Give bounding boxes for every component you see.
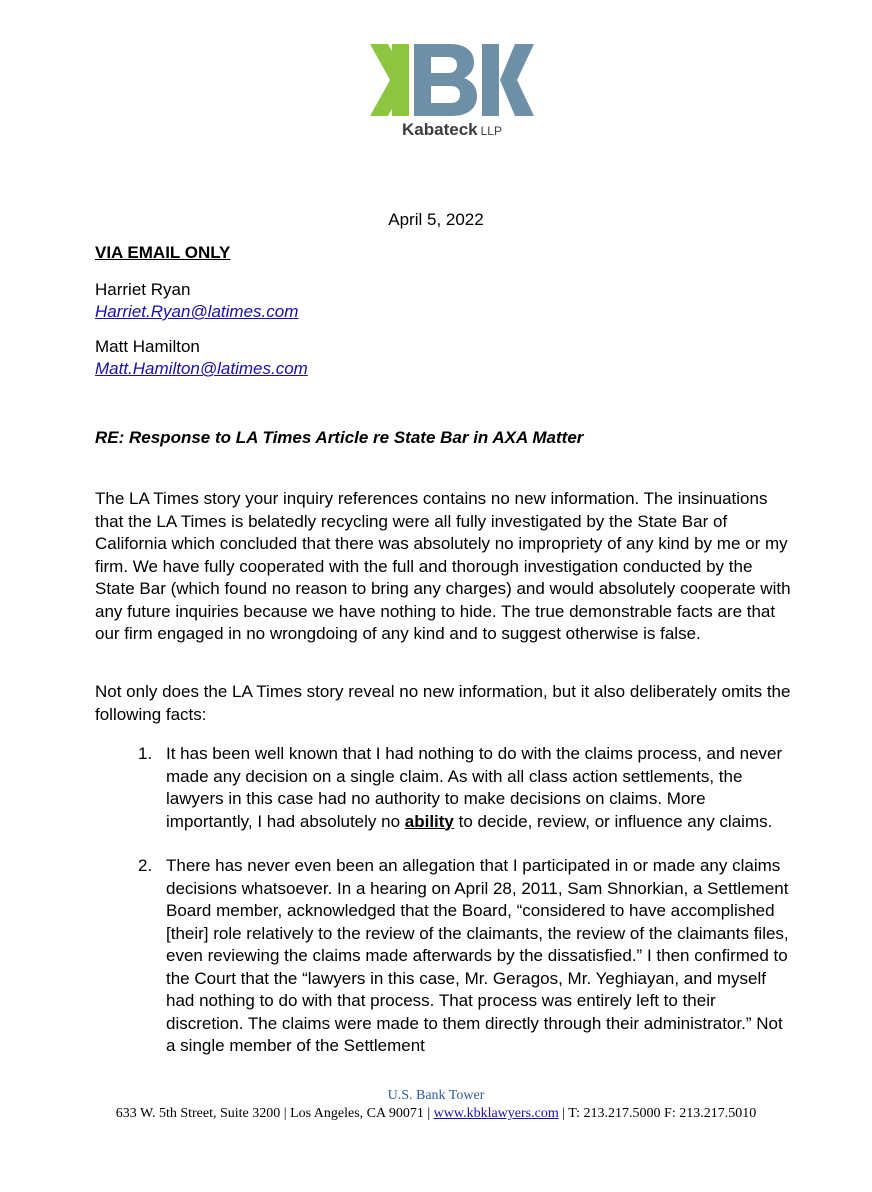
recipient-email-line: [95, 302, 298, 322]
list-item: [95, 855, 795, 1058]
logo-blue-k-arms: [500, 44, 534, 116]
body-paragraph: Not only does the LA Times story reveal no new information, but it also deliberately omits the following facts:: [95, 682, 791, 724]
logo-blue-b: [414, 44, 477, 116]
footer-contact: [0, 1105, 872, 1123]
logo-green-bar: [392, 44, 409, 116]
list-text-before: It has been well known that I had nothing to do with the claims process, and never made any decision on a single claim. As with all class action settlements, the lawyers in this case had no authority to make decisions on claims. More importantly, I had absolutely no: [166, 744, 783, 831]
logo-firm-label: [370, 120, 534, 140]
subject-line: RE: Response to LA Times Article re State Bar in AXA Matter: [95, 428, 584, 447]
recipient-name: Harriet Ryan: [95, 280, 191, 299]
recipient-email-link[interactable]: Harriet.Ryan@latimes.com: [95, 302, 299, 321]
recipient-email-link[interactable]: Matt.Hamilton@latimes.com: [95, 359, 308, 378]
recipient-email-line: [95, 359, 308, 379]
body-paragraph: The LA Times story your inquiry references contains no new information. The insinuations that the LA Times is belatedly recycling were all fully investigated by the State Bar of California which concluded that there was absolutely no impropriety of any kind by me or my firm. We have fully cooperated with the full and thorough investigation conducted by the State Bar (which found no reason to bring any charges) and would absolutely cooperate with any future inquiries because we have nothing to hide. The true demonstrable facts are that our firm engaged in no wrongdoing of any kind and to suggest otherwise is false.: [95, 489, 791, 643]
firm-name: Kabateck: [402, 120, 478, 139]
list-number: 1.: [138, 744, 153, 763]
list-item-text: There has never even been an allegation that I participated in or made any claims decisions whatsoever. In a hearing on April 28, 2011, Sam Shnorkian, a Settlement Board member, acknowledged that the Board, “considered to have accomplished [their] role relatively to the review of the claimants, the review of the claimants files, even reviewing the claims made afterwards by the dissatisfied.” I then confirmed to the Court that the “lawyers in this case, Mr. Geragos, Mr. Yeghiayan, and myself had nothing to do with that process. That process was entirely left to their discretion. The claims were made to them directly through their administrator.” Not a single member of the Settlement: [166, 856, 789, 1055]
kbk-logo-mark: [370, 44, 534, 116]
logo-blue-k-bar: [482, 44, 499, 116]
footer-phones: | T: 213.217.5000 F: 213.217.5010: [558, 1106, 757, 1121]
delivery-method: VIA EMAIL ONLY: [95, 243, 231, 262]
list-item: [95, 743, 795, 833]
facts-list: [95, 743, 795, 1080]
kbk-logo: [370, 44, 534, 148]
firm-suffix: LLP: [480, 124, 502, 138]
letterhead-footer: [0, 1087, 872, 1123]
letter-date: April 5, 2022: [388, 210, 484, 229]
footer-address: 633 W. 5th Street, Suite 3200 | Los Angeles, CA 90071 |: [115, 1106, 434, 1121]
footer-building: U.S. Bank Tower: [387, 1088, 485, 1103]
list-text-after: to decide, review, or influence any claims.: [453, 811, 773, 831]
footer-website-link[interactable]: www.kbklawyers.com: [433, 1106, 559, 1121]
emphasis-word: ability: [404, 811, 454, 831]
recipient-name: Matt Hamilton: [95, 337, 200, 356]
list-number: 2.: [138, 856, 153, 875]
list-item-text: [166, 744, 782, 831]
